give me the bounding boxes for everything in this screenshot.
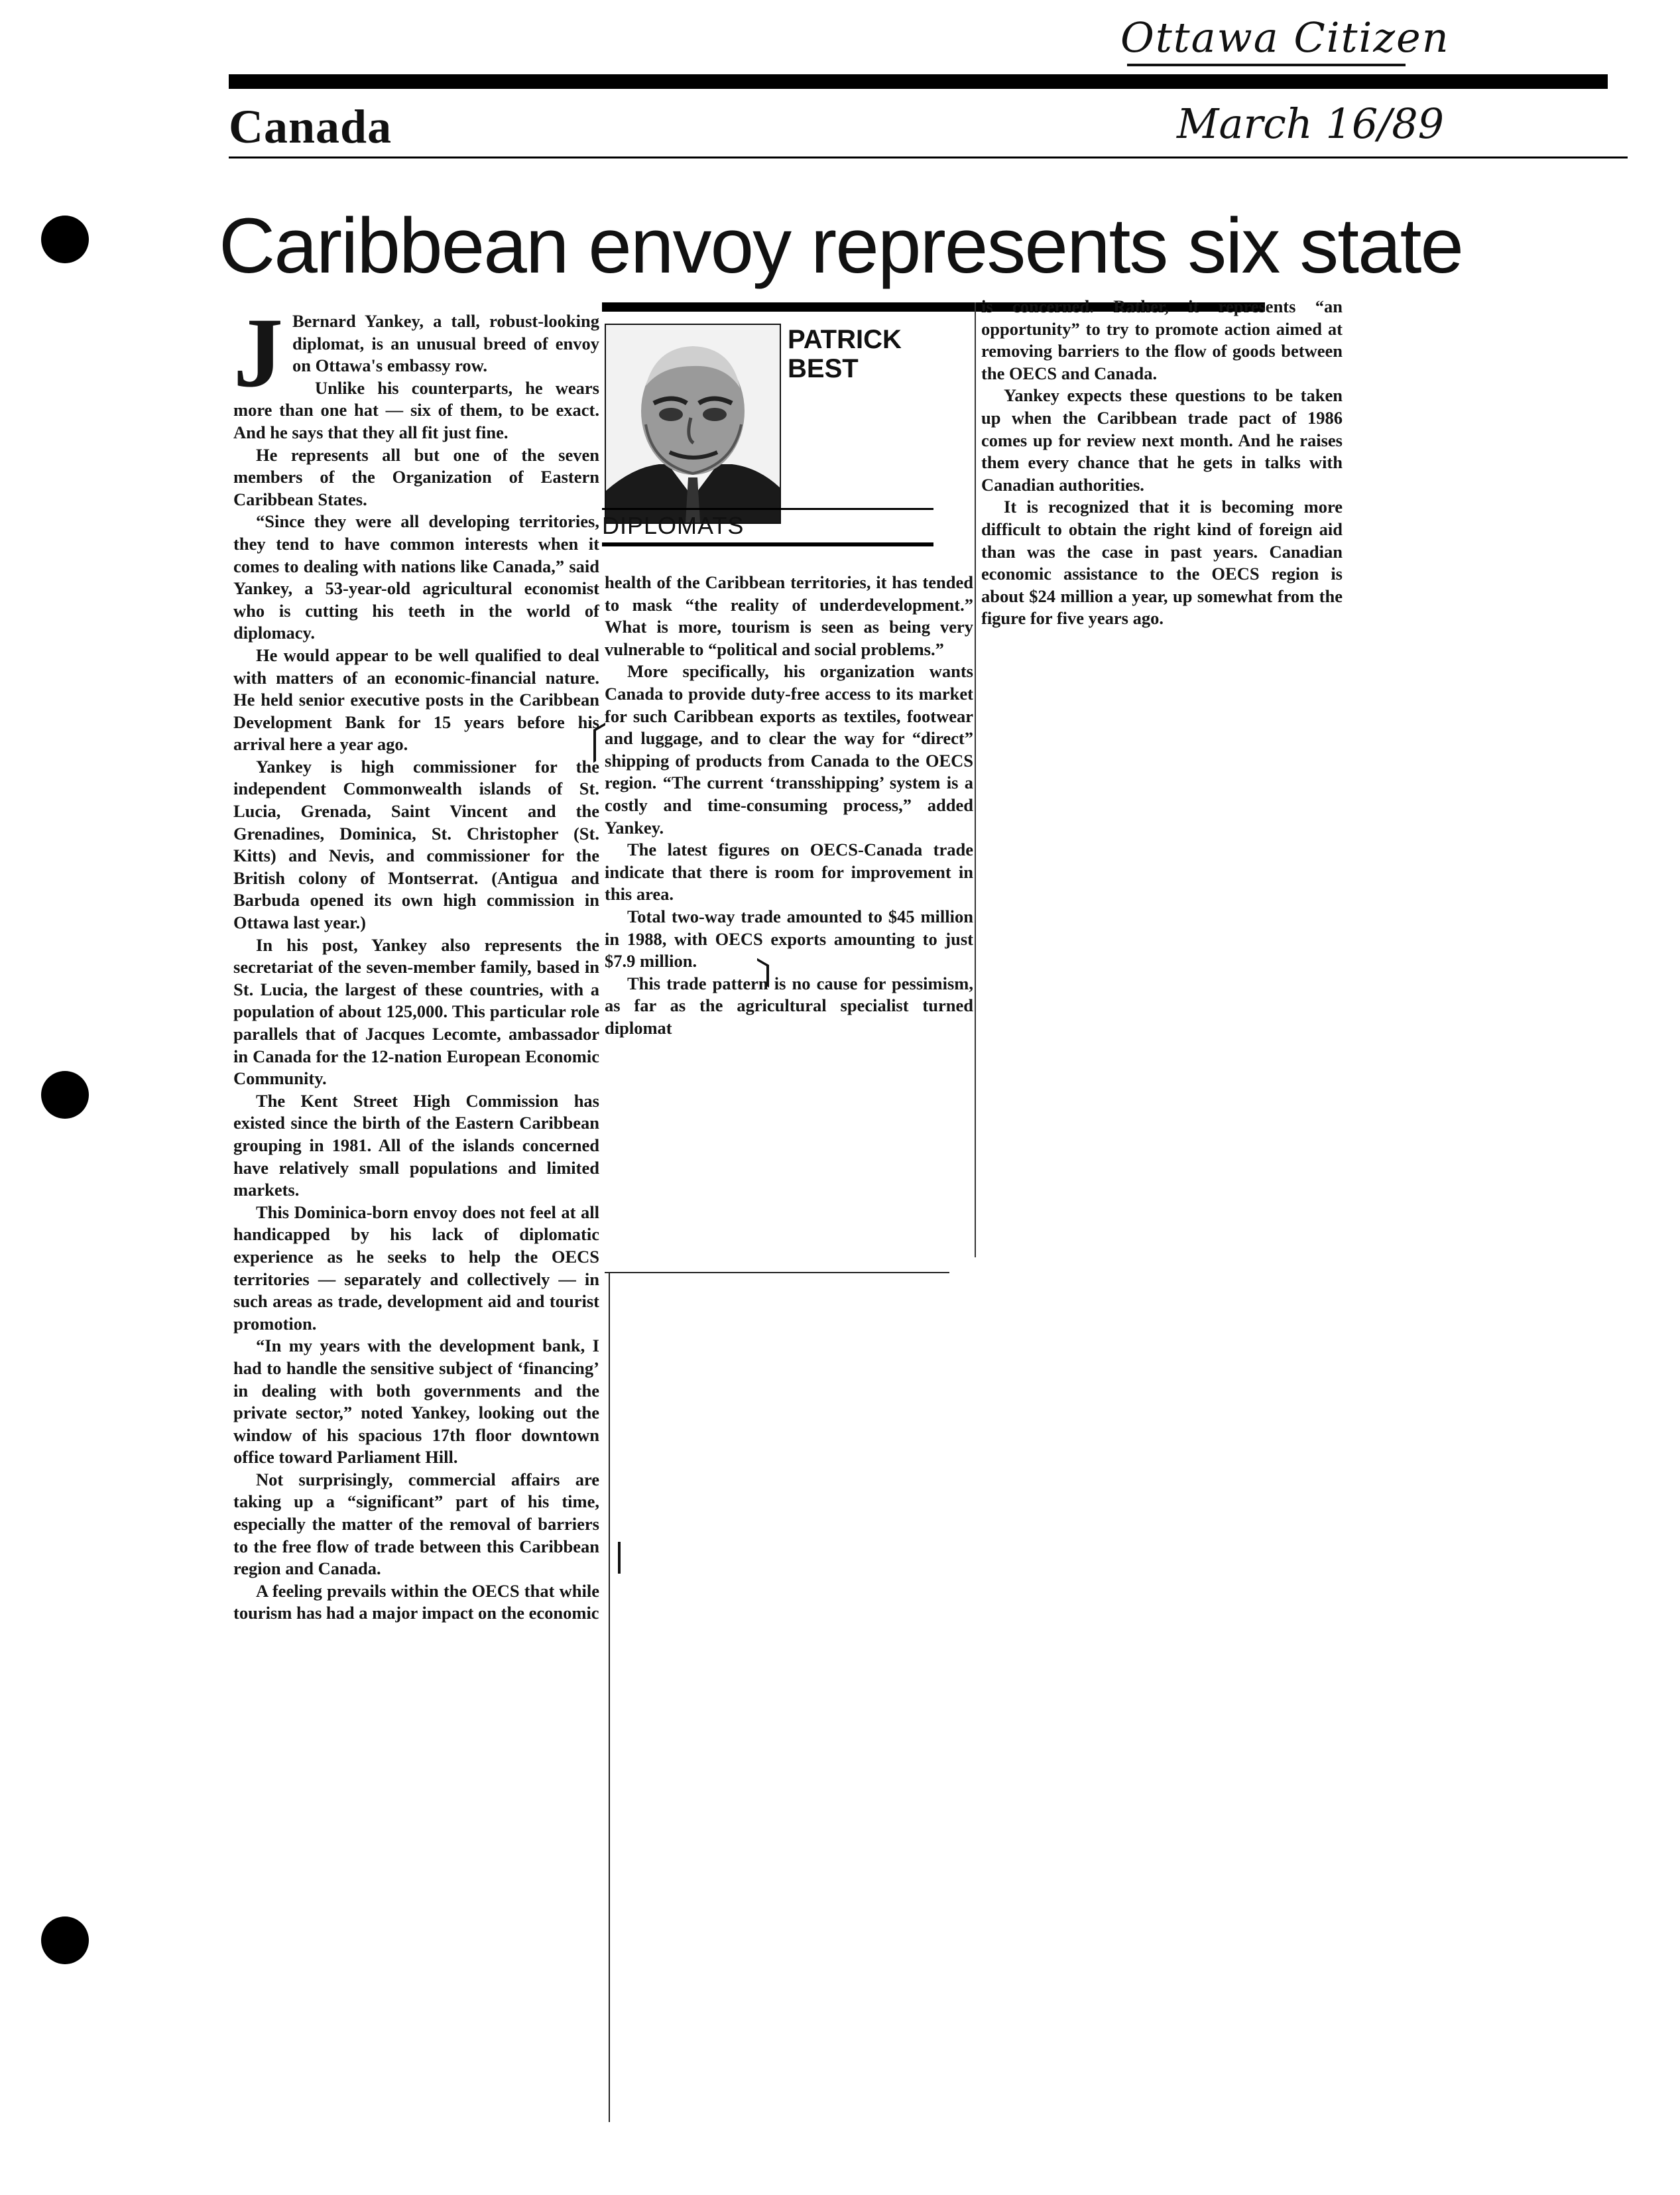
paragraph: Unlike his counterparts, he wears more than one hat — six of them, to be exact. And he says that they all fit just fine. xyxy=(233,377,599,442)
paragraph: is concerned. Rather, it represents “an opportunity” to try to promote action aimed at removing barriers to the flow of goods between the OECS and Canada. xyxy=(981,296,1343,383)
paragraph: “In my years with the development bank, I had to handle the sensitive subject of ‘financing’ in dealing with both governments and the private sector,” noted Yankey, looking out the window of his spacious 17th floor downtown office toward Parliament Hill. xyxy=(233,1336,599,1468)
column-divider-1 xyxy=(609,1273,610,2122)
headline: Caribbean envoy represents six state xyxy=(219,202,1463,290)
article-column-3 xyxy=(981,296,1343,786)
punch-hole-top xyxy=(41,216,89,263)
column-kicker: DIPLOMATS xyxy=(602,512,745,539)
paragraph: The Kent Street High Commission has existed since the birth of the Eastern Caribbean grouping in 1981. All of the islands concerned have relatively small populations and limited markets. xyxy=(233,1090,599,1200)
kicker-rule xyxy=(602,508,933,510)
paragraph: Yankey expects these questions to be taken up when the Caribbean trade pact of 1986 comes up for review next month. And he raises them every chance that he gets in talks with Canadian authorities. xyxy=(981,385,1343,495)
hand-mark xyxy=(618,1542,621,1574)
columnist-photo xyxy=(605,324,781,524)
section-top-rule xyxy=(229,74,1608,89)
column-divider-2 xyxy=(975,302,976,1257)
paragraph: Total two-way trade amounted to $45 million in 1988, with OECS exports amounting to just $7.9 million. xyxy=(605,906,973,972)
column-2-end-rule xyxy=(605,1272,949,1273)
paragraph: He would appear to be well qualified to deal with matters of an economic-financial nature. He held senior executive posts in the Caribbean Development Bank for 15 years before his arrival here a year ago. xyxy=(233,645,599,755)
paragraph: This trade pattern is no cause for pessimism, as far as the agricultural specialist turned diplomat xyxy=(605,973,973,1038)
article-column-1 xyxy=(233,298,599,2101)
article-column-2 xyxy=(605,572,973,1261)
paragraph: Not surprisingly, commercial affairs are taking up a “significant” part of his time, especially the matter of the removal of barriers to the free flow of trade between this Caribbean region and Canada. xyxy=(233,1469,599,1579)
paragraph: Yankey is high commissioner for the independent Commonwealth islands of St. Lucia, Grenada, Saint Vincent and the Grenadines, Dominica, St. Christopher (St. Kitts) and Nevis, and commissioner for the British colony of Montserrat. (Antigua and Barbuda opened its own high commission in Ottawa last year.) xyxy=(233,756,599,933)
handwritten-date-note: March 16/89 xyxy=(1177,99,1445,148)
punch-hole-middle xyxy=(41,1071,89,1119)
handwritten-underline xyxy=(1127,64,1406,66)
paragraph: The latest figures on OECS-Canada trade indicate that there is room for improvement in this area. xyxy=(605,840,973,905)
byline-box xyxy=(602,302,940,554)
byline-last-name: BEST xyxy=(788,354,859,383)
paragraph: It is recognized that it is becoming more difficult to obtain the right kind of foreign aid than was the case in past years. Canadian economic assistance to the OECS region is about $24 million a year, up somewhat from the figure for five years ago. xyxy=(981,497,1343,629)
paragraph: He represents all but one of the seven members of the Organization of Eastern Caribbean States. xyxy=(233,444,599,509)
paragraph: This Dominica-born envoy does not feel at all handicapped by his lack of diplomatic experience as he seeks to help the OECS territories — separately and collectively — in such areas as trade, development aid and tourist promotion. xyxy=(233,1202,599,1334)
section-label: Canada xyxy=(229,100,392,153)
handwritten-source-note: Ottawa Citizen xyxy=(1120,13,1450,62)
drop-cap: J xyxy=(233,298,283,408)
punch-hole-bottom xyxy=(41,1916,89,1964)
paragraph: More specifically, his organization wants Canada to provide duty-free access to its market for such Caribbean exports as textiles, footwear and luggage, and to clear the way for “direct” shipping of products from Canada to the OECS region. “The current ‘transshipping’ system is a costly and time-consuming process,” added Yankey. xyxy=(605,661,973,838)
paragraph: Bernard Yankey, a tall, robust-looking diplomat, is an unusual breed of envoy on Ottawa's embassy row. xyxy=(292,311,599,376)
hand-bracket-open xyxy=(593,723,605,763)
paragraph: In his post, Yankey also represents the secretariat of the seven-member family, based in St. Lucia, the largest of these countries, with a population of about 125,000. This particular role parallels that of Jacques Lecomte, ambassador in Canada for the 12-nation European Economic Community. xyxy=(233,934,599,1089)
section-bottom-rule xyxy=(229,157,1628,158)
paragraph: health of the Caribbean territories, it has tended to mask “the reality of underdevelopment.” What is more, tourism is seen as being very vulnerable to “political and social problems.” xyxy=(605,572,973,659)
paragraph: A feeling prevails within the OECS that while tourism has had a major impact on the economic xyxy=(233,1580,599,1623)
paragraph: “Since they were all developing territories, they tend to have common interests when it comes to dealing with nations like Canada,” said Yankey, a 53-year-old agricultural economist who is cutting his teeth in the world of diplomacy. xyxy=(233,511,599,643)
kicker-bottom-rule xyxy=(602,542,933,546)
byline-first-name: PATRICK xyxy=(788,325,902,354)
